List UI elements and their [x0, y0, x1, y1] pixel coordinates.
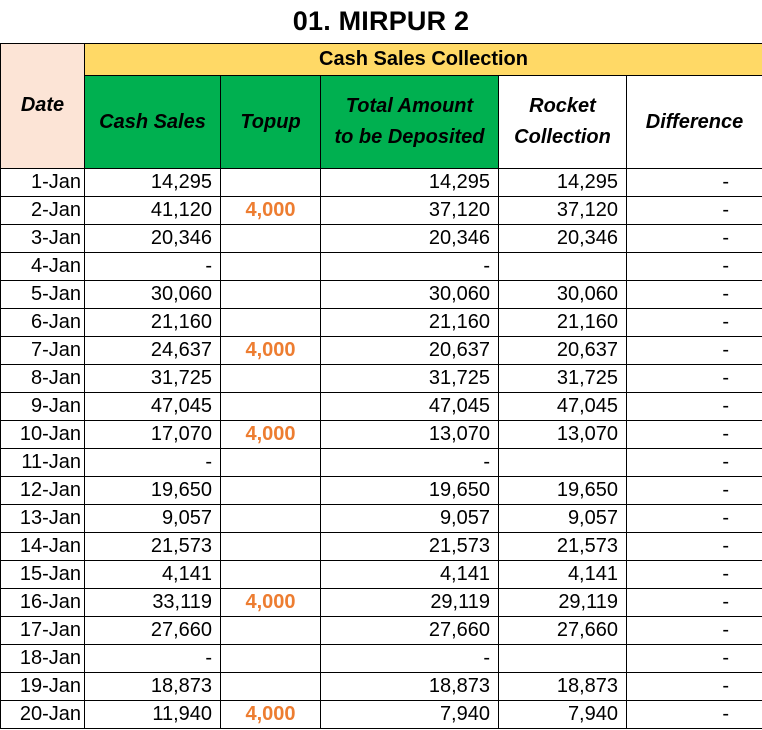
cell-cash-sales[interactable]: 33,119 [85, 589, 221, 617]
header-rocket-line1: Rocket [529, 95, 596, 117]
cell-difference[interactable]: - [627, 393, 762, 421]
cell-date[interactable]: 8-Jan [1, 365, 85, 393]
cell-total-amount[interactable]: 20,346 [321, 225, 499, 253]
cell-total-amount[interactable]: - [321, 449, 499, 477]
cell-total-amount[interactable]: 13,070 [321, 421, 499, 449]
header-rocket-line2: Collection [514, 126, 611, 148]
cell-difference[interactable]: - [627, 673, 762, 701]
header-total-line1: Total Amount [345, 95, 474, 117]
table-row [1, 365, 762, 393]
header-topup[interactable]: Topup [221, 76, 321, 169]
cell-topup[interactable]: 4,000 [221, 701, 321, 729]
cell-date[interactable]: 17-Jan [1, 617, 85, 645]
table-row [1, 421, 762, 449]
cell-cash-sales[interactable]: 18,873 [85, 673, 221, 701]
cell-rocket-collection[interactable]: 14,295 [499, 169, 627, 197]
cell-cash-sales[interactable]: 21,573 [85, 533, 221, 561]
table-row [1, 533, 762, 561]
cell-rocket-collection[interactable]: 30,060 [499, 281, 627, 309]
cell-total-amount[interactable]: 21,160 [321, 309, 499, 337]
cell-date[interactable]: 4-Jan [1, 253, 85, 281]
cell-date[interactable]: 5-Jan [1, 281, 85, 309]
cell-date[interactable]: 13-Jan [1, 505, 85, 533]
header-difference[interactable]: Difference [627, 76, 762, 169]
table-row [1, 197, 762, 225]
cell-date[interactable]: 10-Jan [1, 421, 85, 449]
cell-difference[interactable]: - [627, 449, 762, 477]
cell-topup[interactable] [221, 253, 321, 281]
cell-total-amount[interactable]: 4,141 [321, 561, 499, 589]
cell-rocket-collection[interactable]: 7,940 [499, 701, 627, 729]
cell-date[interactable]: 7-Jan [1, 337, 85, 365]
cell-cash-sales[interactable]: 24,637 [85, 337, 221, 365]
table-row [1, 225, 762, 253]
cell-total-amount[interactable]: 18,873 [321, 673, 499, 701]
cell-difference[interactable]: - [627, 281, 762, 309]
cell-date[interactable]: 6-Jan [1, 309, 85, 337]
cell-topup[interactable]: 4,000 [221, 337, 321, 365]
cell-cash-sales[interactable]: 27,660 [85, 617, 221, 645]
cell-topup[interactable] [221, 281, 321, 309]
header-total-line2: to be Deposited [334, 126, 485, 148]
header-date[interactable]: Date [1, 44, 85, 169]
table-row [1, 505, 762, 533]
cell-topup[interactable] [221, 393, 321, 421]
cell-topup[interactable] [221, 477, 321, 505]
cell-difference[interactable]: - [627, 337, 762, 365]
cell-total-amount[interactable]: 30,060 [321, 281, 499, 309]
cell-date[interactable]: 1-Jan [1, 169, 85, 197]
sheet-title: 01. MIRPUR 2 [292, 6, 470, 36]
cell-cash-sales[interactable]: 9,057 [85, 505, 221, 533]
cell-topup[interactable]: 4,000 [221, 589, 321, 617]
cell-rocket-collection[interactable]: 21,573 [499, 533, 627, 561]
cell-date[interactable]: 19-Jan [1, 673, 85, 701]
cell-cash-sales[interactable]: 17,070 [85, 421, 221, 449]
cell-rocket-collection[interactable] [499, 253, 627, 281]
cell-difference[interactable]: - [627, 533, 762, 561]
cell-difference[interactable]: - [627, 365, 762, 393]
cell-total-amount[interactable]: 14,295 [321, 169, 499, 197]
cell-topup[interactable] [221, 365, 321, 393]
table-row [1, 309, 762, 337]
cell-total-amount[interactable]: 31,725 [321, 365, 499, 393]
cash-sales-table [0, 43, 762, 729]
cell-date[interactable]: 15-Jan [1, 561, 85, 589]
cell-date[interactable]: 12-Jan [1, 477, 85, 505]
cell-difference[interactable]: - [627, 589, 762, 617]
cell-topup[interactable]: 4,000 [221, 421, 321, 449]
table-row [1, 449, 762, 477]
cell-date[interactable]: 3-Jan [1, 225, 85, 253]
cell-total-amount[interactable]: - [321, 645, 499, 673]
cell-rocket-collection[interactable]: 37,120 [499, 197, 627, 225]
table-row [1, 337, 762, 365]
cell-difference[interactable]: - [627, 561, 762, 589]
cell-rocket-collection[interactable]: 47,045 [499, 393, 627, 421]
cell-cash-sales[interactable]: 21,160 [85, 309, 221, 337]
cell-total-amount[interactable]: 20,637 [321, 337, 499, 365]
cell-total-amount[interactable]: 27,660 [321, 617, 499, 645]
cell-total-amount[interactable]: 29,119 [321, 589, 499, 617]
cell-difference[interactable]: - [627, 617, 762, 645]
table-body [1, 169, 762, 729]
cell-difference[interactable]: - [627, 197, 762, 225]
table-row [1, 281, 762, 309]
cell-topup[interactable] [221, 561, 321, 589]
cell-rocket-collection[interactable]: 29,119 [499, 589, 627, 617]
header-rocket-collection[interactable] [499, 76, 627, 169]
cell-total-amount[interactable]: 7,940 [321, 701, 499, 729]
cell-difference[interactable]: - [627, 309, 762, 337]
cell-topup[interactable] [221, 533, 321, 561]
cell-rocket-collection[interactable]: 18,873 [499, 673, 627, 701]
cell-total-amount[interactable]: - [321, 253, 499, 281]
cell-cash-sales[interactable]: 47,045 [85, 393, 221, 421]
table-row [1, 645, 762, 673]
cell-cash-sales[interactable]: - [85, 645, 221, 673]
header-total-amount[interactable] [321, 76, 499, 169]
cell-topup[interactable] [221, 505, 321, 533]
cell-difference[interactable]: - [627, 421, 762, 449]
table-row [1, 393, 762, 421]
table-row [1, 617, 762, 645]
cell-rocket-collection[interactable]: 13,070 [499, 421, 627, 449]
cell-difference[interactable]: - [627, 701, 762, 729]
cell-difference[interactable]: - [627, 225, 762, 253]
cell-topup[interactable]: 4,000 [221, 197, 321, 225]
header-cash-sales-collection[interactable]: Cash Sales Collection [85, 44, 762, 76]
cell-total-amount[interactable]: 37,120 [321, 197, 499, 225]
cell-rocket-collection[interactable] [499, 449, 627, 477]
cell-cash-sales[interactable]: - [85, 253, 221, 281]
cell-total-amount[interactable]: 21,573 [321, 533, 499, 561]
table-row [1, 589, 762, 617]
cell-rocket-collection[interactable]: 21,160 [499, 309, 627, 337]
cell-total-amount[interactable]: 47,045 [321, 393, 499, 421]
cell-rocket-collection[interactable]: 9,057 [499, 505, 627, 533]
cell-rocket-collection[interactable]: 20,637 [499, 337, 627, 365]
cell-date[interactable]: 2-Jan [1, 197, 85, 225]
cell-difference[interactable]: - [627, 169, 762, 197]
cell-rocket-collection[interactable]: 31,725 [499, 365, 627, 393]
cell-cash-sales[interactable]: - [85, 449, 221, 477]
cell-topup[interactable] [221, 617, 321, 645]
cell-cash-sales[interactable]: 11,940 [85, 701, 221, 729]
cell-topup[interactable] [221, 225, 321, 253]
cell-topup[interactable] [221, 309, 321, 337]
cell-topup[interactable] [221, 169, 321, 197]
cell-difference[interactable]: - [627, 253, 762, 281]
cell-topup[interactable] [221, 449, 321, 477]
cell-cash-sales[interactable]: 19,650 [85, 477, 221, 505]
cell-cash-sales[interactable]: 41,120 [85, 197, 221, 225]
table-row [1, 477, 762, 505]
cell-cash-sales[interactable]: 4,141 [85, 561, 221, 589]
cell-difference[interactable]: - [627, 477, 762, 505]
cell-difference[interactable]: - [627, 645, 762, 673]
cell-rocket-collection[interactable] [499, 645, 627, 673]
cell-total-amount[interactable]: 9,057 [321, 505, 499, 533]
table-row [1, 253, 762, 281]
cell-date[interactable]: 14-Jan [1, 533, 85, 561]
cell-total-amount[interactable]: 19,650 [321, 477, 499, 505]
cell-date[interactable]: 16-Jan [1, 589, 85, 617]
cell-topup[interactable] [221, 673, 321, 701]
header-cash-sales[interactable]: Cash Sales [85, 76, 221, 169]
cell-date[interactable]: 11-Jan [1, 449, 85, 477]
cell-date[interactable]: 20-Jan [1, 701, 85, 729]
cell-date[interactable]: 18-Jan [1, 645, 85, 673]
cell-cash-sales[interactable]: 20,346 [85, 225, 221, 253]
cell-rocket-collection[interactable]: 27,660 [499, 617, 627, 645]
cell-date[interactable]: 9-Jan [1, 393, 85, 421]
table-row [1, 169, 762, 197]
cell-difference[interactable]: - [627, 505, 762, 533]
cell-rocket-collection[interactable]: 4,141 [499, 561, 627, 589]
cell-cash-sales[interactable]: 31,725 [85, 365, 221, 393]
table-row [1, 673, 762, 701]
table-row [1, 561, 762, 589]
cell-rocket-collection[interactable]: 19,650 [499, 477, 627, 505]
cell-cash-sales[interactable]: 14,295 [85, 169, 221, 197]
table-row [1, 701, 762, 729]
cell-rocket-collection[interactable]: 20,346 [499, 225, 627, 253]
cell-topup[interactable] [221, 645, 321, 673]
cell-cash-sales[interactable]: 30,060 [85, 281, 221, 309]
